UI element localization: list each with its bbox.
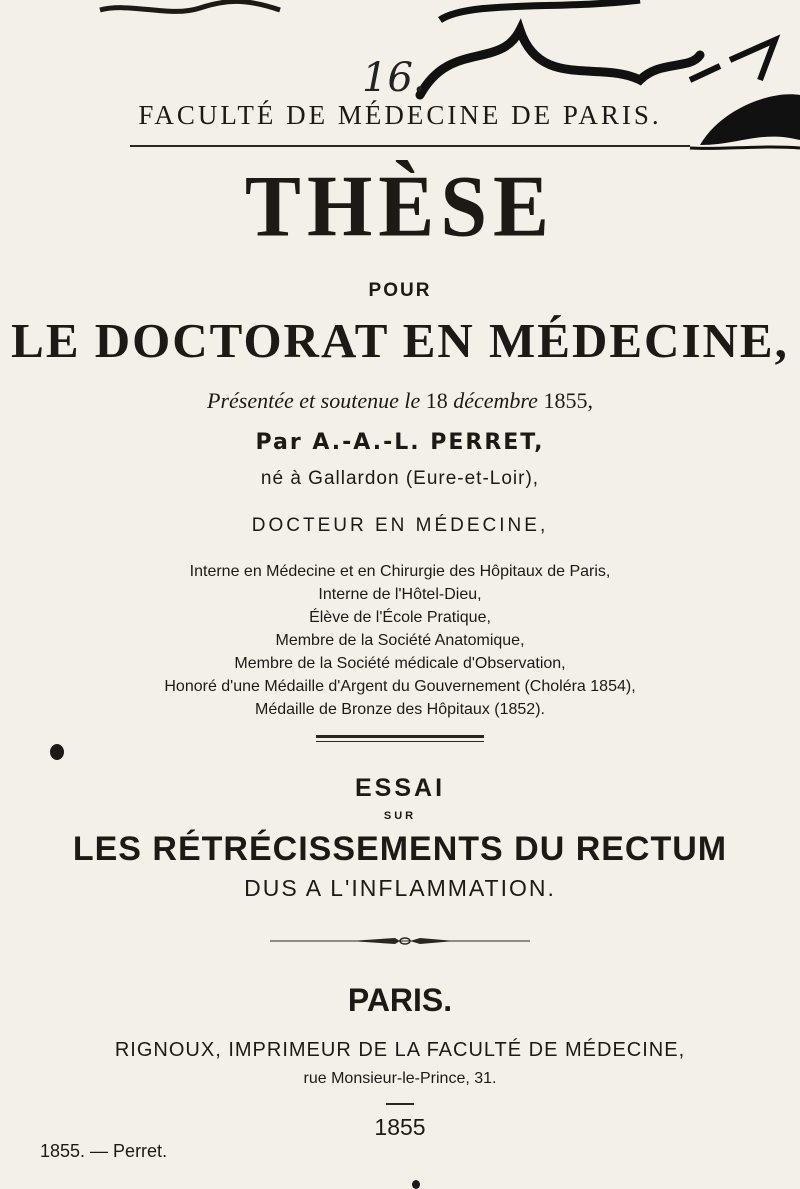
ornament-rule bbox=[270, 935, 530, 947]
subject-cause: DUS A L'INFLAMMATION. bbox=[244, 875, 556, 901]
essai-label: ESSAI bbox=[354, 774, 446, 802]
ink-spot bbox=[50, 744, 64, 760]
subject-title: LES RÉTRÉCISSEMENTS DU RECTUM bbox=[72, 830, 728, 868]
imprint-printer: RIGNOUX, IMPRIMEUR DE LA FACULTÉ DE MÉDECINE, bbox=[114, 1039, 686, 1061]
thesis-title: THÈSE bbox=[244, 157, 556, 256]
pour-label: POUR bbox=[368, 280, 432, 301]
manuscript-number: 16. bbox=[362, 55, 426, 101]
defense-month: décembre bbox=[447, 388, 544, 413]
title-line: Élève de l'École Pratique, bbox=[309, 609, 491, 626]
catalog-note: 1855. — Perret. bbox=[40, 1141, 168, 1161]
imprint-year: 1855 bbox=[374, 1114, 426, 1140]
defense-day: 18 bbox=[425, 388, 448, 413]
title-line: Membre de la Société médicale d'Observation, bbox=[234, 655, 566, 672]
author-name: Par A.-A.-L. PERRET, bbox=[255, 430, 545, 455]
title-line: Honoré d'une Médaille d'Argent du Gouvernement (Choléra 1854), bbox=[164, 678, 636, 695]
ink-spot bbox=[412, 1180, 420, 1189]
imprint-city: PARIS. bbox=[347, 982, 453, 1018]
defense-year: 1855 bbox=[543, 388, 588, 413]
doctorate-heading: LE DOCTORAT EN MÉDECINE, bbox=[11, 313, 789, 368]
title-line: Membre de la Société Anatomique, bbox=[275, 632, 525, 649]
defense-date-line bbox=[0, 388, 800, 414]
title-line: Interne en Médecine et en Chirurgie des Hôpitaux de Paris, bbox=[189, 563, 611, 580]
header-rule bbox=[130, 145, 690, 147]
author-degree: DOCTEUR EN MÉDECINE, bbox=[251, 515, 549, 536]
defense-suffix: , bbox=[587, 388, 593, 413]
faculty-heading: FACULTÉ DE MÉDECINE DE PARIS. bbox=[138, 100, 662, 130]
title-line: Interne de l'Hôtel-Dieu, bbox=[318, 586, 482, 603]
defense-prefix: Présentée et soutenue le bbox=[207, 388, 426, 413]
section-rule-thick bbox=[316, 735, 484, 738]
imprint-rule bbox=[386, 1103, 414, 1105]
author-birthplace: né à Gallardon (Eure-et-Loir), bbox=[260, 468, 540, 489]
section-rule-thin bbox=[316, 741, 484, 742]
title-line: Médaille de Bronze des Hôpitaux (1852). bbox=[255, 701, 545, 718]
imprint-address: rue Monsieur-le-Prince, 31. bbox=[303, 1070, 497, 1087]
sur-label: SUR bbox=[383, 810, 417, 822]
author-titles bbox=[0, 560, 800, 721]
